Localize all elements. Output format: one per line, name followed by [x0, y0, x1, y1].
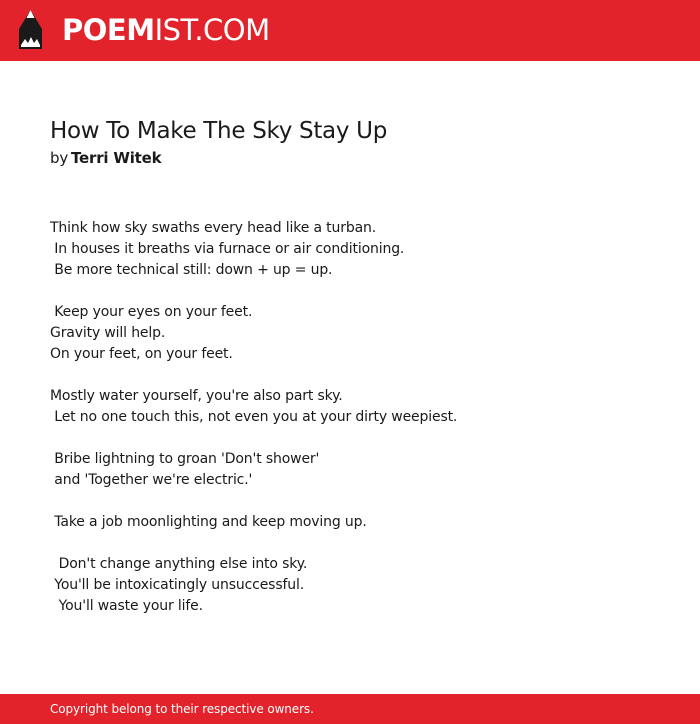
poem-line: Take a job moonlighting and keep moving up.: [50, 514, 367, 530]
poem-line: and 'Together we're electric.': [50, 472, 253, 488]
poem-line: Let no one touch this, not even you at your dirty weepiest.: [50, 409, 458, 425]
poem-line: Keep your eyes on your feet.: [50, 304, 253, 320]
poem-line: You'll be intoxicatingly unsuccessful.: [50, 577, 305, 593]
site-logo[interactable]: [62, 13, 270, 47]
poem-line: In houses it breaths via furnace or air conditioning.: [50, 241, 405, 257]
poem-line: Bribe lightning to groan 'Don't shower': [50, 451, 320, 467]
copyright-text: Copyright belong to their respective owners.: [50, 702, 314, 716]
pencil-tip-icon[interactable]: [17, 9, 44, 51]
poem-stanza: [50, 218, 670, 281]
poem-stanza: [50, 449, 670, 491]
byline: [50, 147, 670, 169]
poem-line: Don't change anything else into sky.: [50, 556, 308, 572]
poem-line: Think how sky swaths every head like a turban.: [50, 220, 377, 236]
by-label: by: [50, 149, 68, 167]
site-header: [0, 0, 700, 61]
poem-stanza: [50, 386, 670, 428]
poem-line: Mostly water yourself, you're also part sky.: [50, 388, 343, 404]
poem-line: Gravity will help.: [50, 325, 166, 341]
poem-stanza: [50, 302, 670, 365]
poem-stanza: [50, 512, 670, 533]
poem-line: You'll waste your life.: [50, 598, 203, 614]
poem-line: Be more technical still: down + up = up.: [50, 262, 333, 278]
poem-heading: [50, 116, 670, 169]
poem-body: [50, 218, 670, 638]
poem-stanza: [50, 554, 670, 617]
poem-line: On your feet, on your feet.: [50, 346, 233, 362]
logo-light-text: IST.COM: [154, 13, 270, 47]
logo-bold-text: POEM: [62, 13, 155, 47]
author-name: Terri Witek: [71, 149, 162, 167]
site-footer: [0, 694, 700, 724]
poem-title: How To Make The Sky Stay Up: [50, 118, 387, 144]
